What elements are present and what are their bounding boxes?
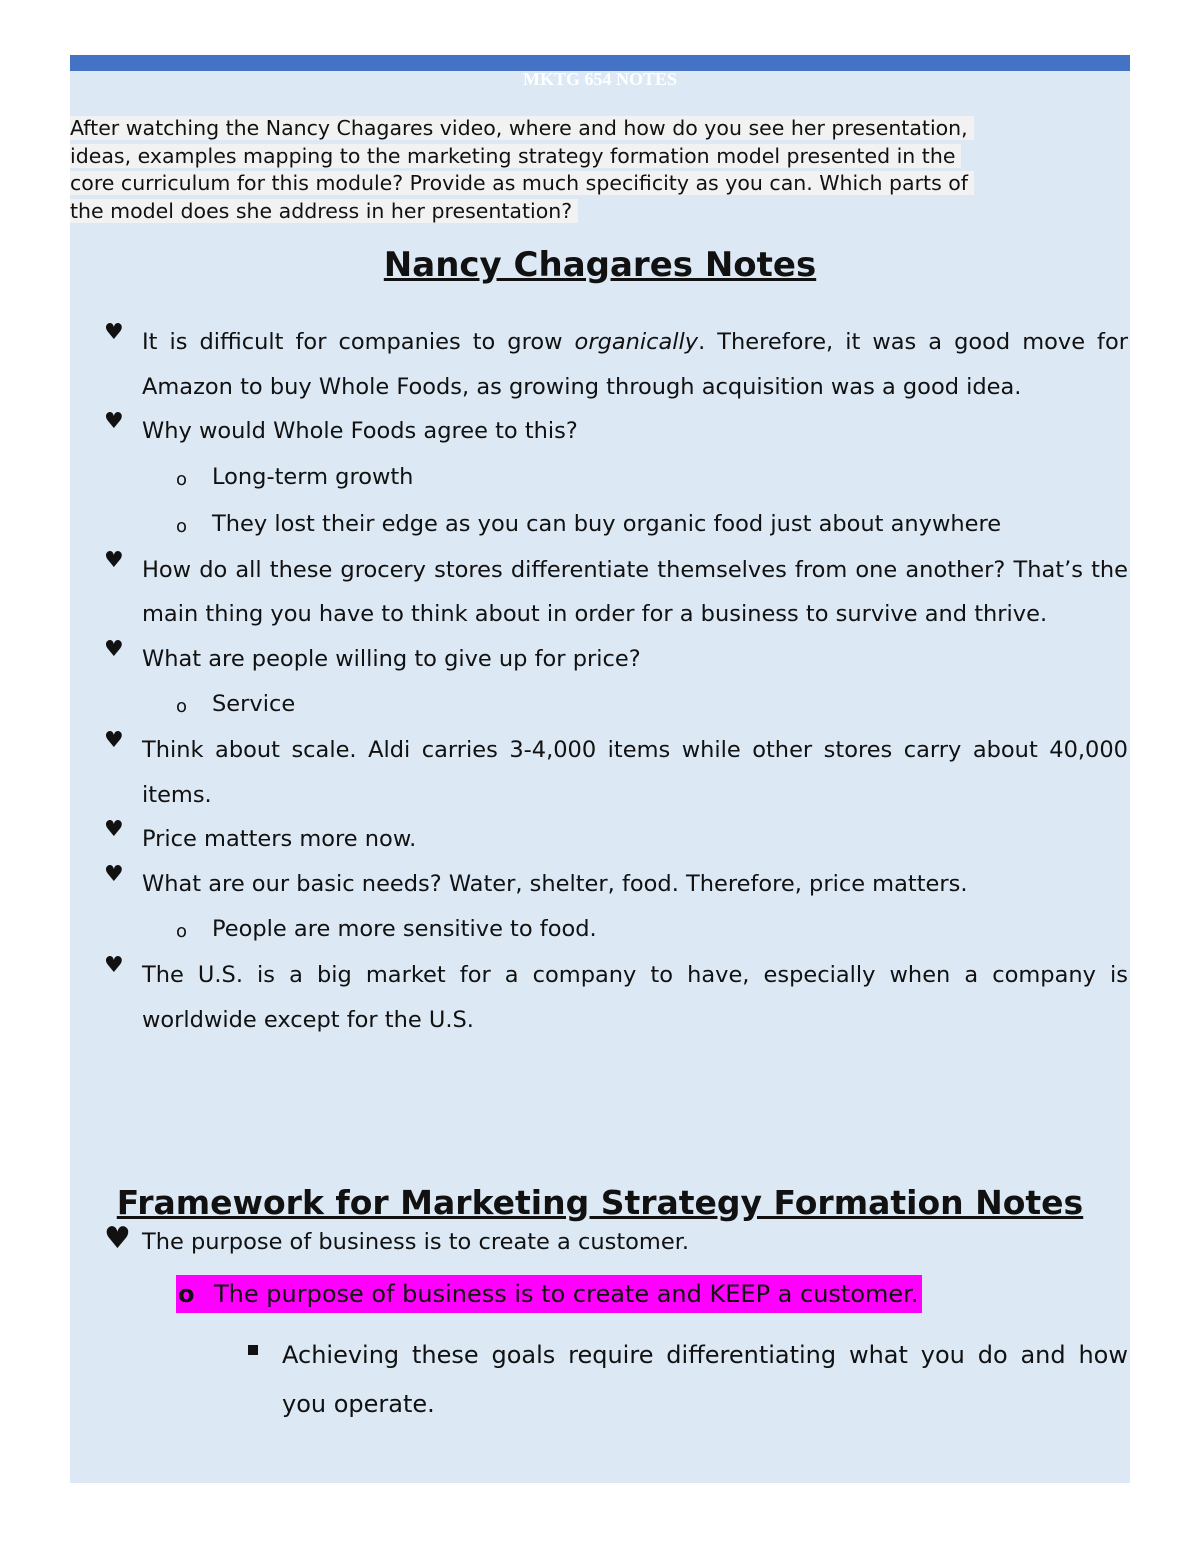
list-item: ♥ How do all these grocery stores differentiate themselves from one another? That’s the main thing you have to think about in order for a business to survive and thrive. (104, 547, 1128, 627)
framework-notes-list (70, 1223, 1130, 1429)
question-prompt (70, 115, 1130, 225)
circle-bullet-icon: o (176, 921, 188, 942)
heart-bullet-icon: ♥ (104, 320, 124, 345)
square-bullet-icon (248, 1345, 258, 1355)
heart-bullet-icon: ♥ (104, 861, 124, 887)
list-item: ♥ The U.S. is a big market for a company to have, especially when a company is worldwide except for the U.S. (104, 953, 1128, 1033)
heart-bullet-icon: ♥ (104, 953, 124, 978)
sub-list-item: o Long-term growth (70, 454, 1130, 501)
question-line: core curriculum for this module? Provide as much specificity as you can. Which parts of (70, 170, 1130, 198)
sub-list-item: o They lost their edge as you can buy organic food just about anywhere (70, 501, 1130, 548)
header-title: MKTG 654 NOTES (522, 69, 678, 89)
sub-list-item: o Service (70, 681, 1130, 728)
circle-bullet-icon: o (178, 1280, 195, 1308)
question-line: ideas, examples mapping to the marketing strategy formation model presented in the (70, 143, 1130, 171)
sub-sub-item: Achieving these goals require differentiating what you do and how you operate. (70, 1331, 1130, 1429)
question-line: the model does she address in her presentation? (70, 198, 1130, 226)
circle-bullet-icon: o (176, 696, 188, 717)
list-item: ♥ What are people willing to give up for price? (104, 636, 641, 672)
nancy-notes-list (70, 320, 1130, 1042)
heart-bullet-icon: ♥ (104, 728, 124, 753)
document-page (70, 55, 1130, 1483)
sub-list-item: o People are more sensitive to food. (70, 906, 1130, 953)
list-item: ♥ Why would Whole Foods agree to this? (104, 409, 578, 444)
heart-bullet-icon: ♥ (104, 547, 124, 573)
list-item: ♥ The purpose of business is to create a customer. (104, 1221, 690, 1256)
section-title-nancy: Nancy Chagares Notes (383, 245, 817, 285)
highlighted-sub-item (70, 1267, 1130, 1321)
section-title-framework: Framework for Marketing Strategy Formation Notes (116, 1183, 1084, 1222)
list-item: ♥ What are our basic needs? Water, shelter, food. Therefore, price matters. (104, 861, 968, 897)
list-item: ♥ It is difficult for companies to grow organically. Therefore, it was a good move for Amazon to buy Whole Foods, as growing through acquisition was a good idea. (104, 320, 1128, 400)
heart-bullet-icon: ♥ (104, 817, 124, 842)
list-item: ♥ Think about scale. Aldi carries 3-4,000 items while other stores carry about 40,000 items. (104, 728, 1128, 808)
heart-bullet-icon: ♥ (104, 1221, 131, 1256)
circle-bullet-icon: o (176, 515, 188, 537)
question-line: After watching the Nancy Chagares video, where and how do you see her presentation, (70, 115, 1130, 143)
list-item: ♥ Price matters more now. (104, 817, 417, 852)
circle-bullet-icon: o (176, 468, 188, 490)
heart-bullet-icon: ♥ (104, 409, 124, 434)
highlight-box: o The purpose of business is to create and KEEP a customer. (176, 1275, 922, 1313)
heart-bullet-icon: ♥ (104, 636, 124, 662)
